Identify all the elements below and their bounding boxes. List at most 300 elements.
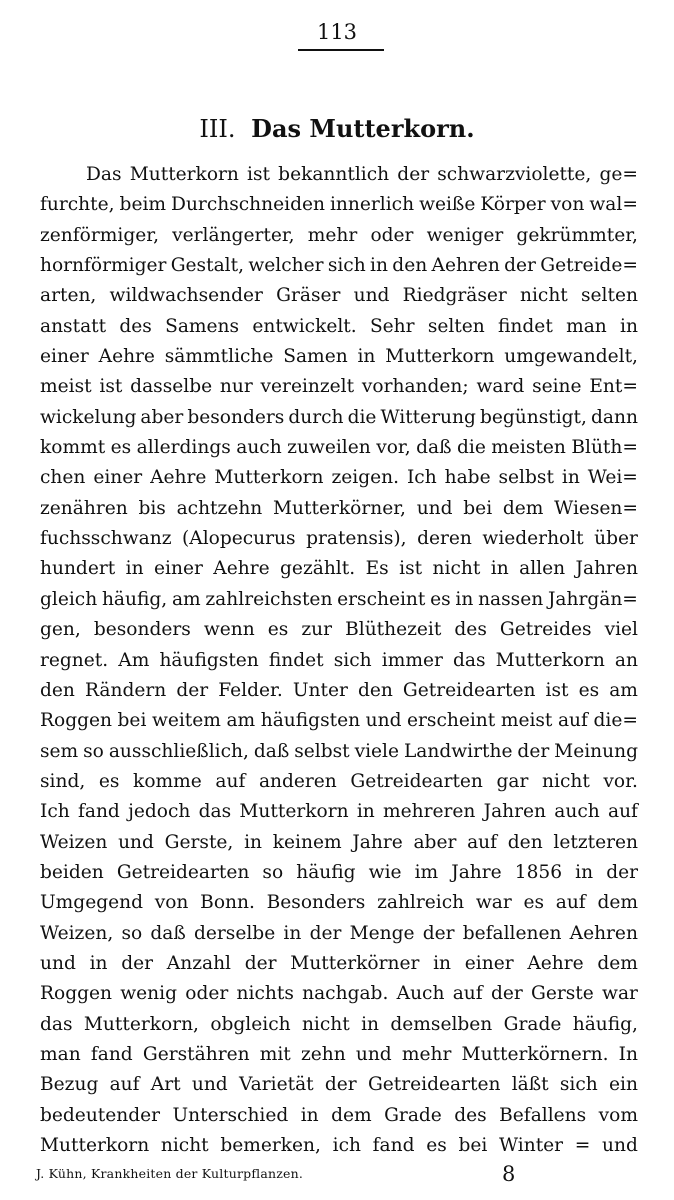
word: Mutterkörnern. [461, 1043, 609, 1065]
word: verlängerter, [172, 224, 295, 246]
word: es [578, 679, 600, 701]
word: so [121, 922, 143, 944]
word: zahlreich [377, 892, 465, 914]
word: Aehren [431, 255, 500, 277]
word: sich [559, 1074, 598, 1096]
text-line [40, 979, 638, 1009]
word: 1856 [514, 861, 563, 883]
word: das [198, 801, 232, 823]
word: nicht [301, 1013, 350, 1035]
word: nachgab. [302, 983, 389, 1005]
word: den [392, 255, 428, 277]
word: dasselbe [130, 376, 213, 398]
word: Aehre [98, 346, 155, 368]
word: bei [458, 1135, 488, 1156]
word: am [609, 679, 638, 701]
word: die [456, 437, 486, 459]
word: daß [416, 437, 452, 459]
word: war [602, 983, 638, 1005]
word: Jahren [483, 801, 547, 823]
word: Mutterkorn [214, 467, 324, 489]
word: nicht [160, 1135, 209, 1156]
word: in [575, 861, 594, 883]
word: Ich [406, 467, 437, 489]
word: wickelung [40, 406, 137, 428]
word: man [566, 315, 607, 337]
word: bemerken, [220, 1135, 321, 1156]
section-heading [0, 112, 674, 146]
word: Gräser [276, 285, 341, 307]
word: vorhanden; [361, 376, 469, 398]
word: oder [185, 983, 229, 1005]
word: auf [109, 1074, 140, 1096]
word: und [118, 831, 154, 853]
word: des [454, 619, 487, 641]
word: Getreide= [540, 255, 638, 277]
word: wenn [203, 619, 255, 641]
text-line [40, 737, 638, 767]
text-line [40, 342, 638, 372]
word: es [98, 770, 120, 792]
word: arten, [40, 285, 97, 307]
word: Mutterkorn [40, 1135, 150, 1156]
word: wiederholt [482, 528, 584, 550]
word: weniger [426, 224, 504, 246]
word: findet [498, 315, 553, 337]
word: daß [150, 922, 186, 944]
word: Aehre [150, 467, 207, 489]
word: komme [133, 770, 202, 792]
word: auf [452, 983, 483, 1005]
page-number: 113 [316, 20, 358, 44]
word: zeigen. [331, 467, 399, 489]
word: ein [609, 1074, 638, 1096]
word: Gerste, [164, 831, 234, 853]
word: zuweilen [287, 437, 371, 459]
word: Aehre [213, 558, 270, 580]
word: am [226, 710, 256, 732]
text-line [40, 312, 638, 342]
word: bei [463, 497, 493, 519]
word: Mutterkörner, [273, 497, 406, 519]
word: vor, [376, 437, 411, 459]
word: besonders [187, 406, 285, 428]
word: Am [118, 649, 150, 671]
word: der [324, 1074, 357, 1096]
word: in [244, 831, 263, 853]
word: hundert [40, 558, 116, 580]
word: ward [476, 376, 525, 398]
word: den [40, 679, 75, 701]
word: aber [140, 406, 184, 428]
word: befallenen [462, 922, 562, 944]
word: Getreidearten [350, 770, 483, 792]
word: = [574, 1135, 591, 1156]
word: gekrümmter, [516, 224, 638, 246]
text-line [40, 797, 638, 827]
word: Roggen [40, 983, 112, 1005]
word: selten [580, 285, 638, 307]
word: allerdings [136, 437, 231, 459]
text-line [40, 463, 638, 493]
section-numeral: III. [199, 115, 236, 143]
word: sich [333, 649, 372, 671]
word: begünstigt, [479, 406, 587, 428]
word: den [507, 831, 543, 853]
word: weitem [151, 710, 221, 732]
word: durch [288, 406, 344, 428]
word: ist [399, 558, 423, 580]
word: wie [368, 861, 402, 883]
text-line [40, 676, 638, 706]
word: Samen [283, 346, 348, 368]
word: ausschließlich, [108, 740, 249, 762]
word: der [490, 983, 523, 1005]
word: mit [259, 1043, 291, 1065]
word: des [454, 1104, 487, 1126]
text-line [40, 888, 638, 918]
word: gezählt. [280, 558, 356, 580]
word: der [244, 952, 277, 974]
word: Getreidearten [402, 679, 536, 701]
header-rule [298, 49, 384, 51]
word: in [356, 801, 375, 823]
word: von [550, 194, 585, 216]
word: fand [372, 1135, 415, 1156]
word: über [594, 528, 638, 550]
word: auf [557, 710, 588, 732]
word: nur [219, 376, 253, 398]
text-line [40, 251, 638, 281]
word: zur [301, 619, 333, 641]
word: auch [236, 437, 282, 459]
word: den [357, 679, 393, 701]
word: keinem [272, 831, 342, 853]
word: Witterung [380, 406, 476, 428]
word: Samens [165, 315, 240, 337]
word: immer [381, 649, 443, 671]
word: häufig, [572, 1013, 638, 1035]
word: in [89, 952, 108, 974]
word: das [452, 649, 486, 671]
word: jedoch [128, 801, 191, 823]
word: und [355, 1043, 392, 1065]
word: Varietät [238, 1074, 314, 1096]
word: Mutterkörner [290, 952, 420, 974]
word: fand [90, 1043, 133, 1065]
word: fand [77, 801, 120, 823]
text-line [40, 615, 638, 645]
word: zehn [300, 1043, 346, 1065]
word: weiße [419, 194, 476, 216]
word: ich [332, 1135, 361, 1156]
text-line [40, 1101, 638, 1131]
word: einer [93, 467, 143, 489]
text-line [40, 281, 638, 311]
word: in [620, 315, 638, 337]
word: es [523, 892, 545, 914]
word: nicht [432, 558, 481, 580]
text-line [40, 403, 638, 433]
word: pratensis), [306, 528, 407, 550]
word: dem [331, 1104, 372, 1126]
word: viel [604, 619, 638, 641]
word: nassen [478, 588, 544, 610]
word: Wiesen= [554, 497, 638, 519]
word: so [262, 861, 284, 883]
word: häufigsten [260, 710, 361, 732]
word: war [475, 892, 512, 914]
word: innerlich [329, 194, 415, 216]
word: häufig, [101, 588, 168, 610]
word: nicht [520, 285, 568, 307]
word: nichts [236, 983, 294, 1005]
text-line [40, 919, 638, 949]
word: sich [327, 255, 366, 277]
text-line [40, 494, 638, 524]
text-line [40, 706, 638, 736]
word: allen [519, 558, 566, 580]
word: und [416, 497, 453, 519]
word: wildwachsender [109, 285, 263, 307]
word: bis [138, 497, 166, 519]
word: ist [99, 376, 123, 398]
word: habe [444, 467, 491, 489]
word: an [614, 649, 638, 671]
word: Jahrgän= [547, 588, 638, 610]
word: Besonders [266, 892, 366, 914]
word: ist [545, 679, 569, 701]
word: erscheint [337, 588, 426, 610]
text-line [40, 554, 638, 584]
word: das [40, 1013, 73, 1035]
word: der [422, 922, 455, 944]
word: der [504, 255, 536, 277]
word: Mutterkorn [495, 649, 605, 671]
word: einer [464, 952, 514, 974]
word: im [414, 861, 439, 883]
word: Blüth= [571, 437, 638, 459]
word: der [397, 164, 430, 185]
text-line [40, 221, 638, 251]
word: Körper [480, 194, 546, 216]
text-line [40, 646, 638, 676]
word: daß [253, 740, 290, 762]
word: Meinung [554, 740, 638, 762]
word: zenförmiger, [40, 224, 159, 246]
word: und [602, 1135, 638, 1156]
word: entwickelt. [252, 315, 357, 337]
word: Gerstähren [142, 1043, 250, 1065]
text-line [40, 949, 638, 979]
word: und [191, 1074, 228, 1096]
word: einer [154, 558, 203, 580]
word: selbst [294, 740, 350, 762]
word: man [40, 1043, 81, 1065]
text-line [40, 524, 638, 554]
word: Mutterkorn, [83, 1013, 199, 1035]
word: in [370, 255, 388, 277]
word: furchte, [40, 194, 115, 216]
word: meist [500, 710, 553, 732]
word: anstatt [40, 315, 107, 337]
word: mehr [307, 224, 358, 246]
word: Grade [503, 1013, 562, 1035]
word: Jahren [575, 558, 638, 580]
word: Jahre [451, 861, 502, 883]
word: Sehr [369, 315, 415, 337]
word: es [430, 588, 451, 610]
word: Anzahl [166, 952, 232, 974]
page-footer [36, 1160, 634, 1188]
word: bekanntlich [278, 164, 390, 185]
word: der [176, 679, 209, 701]
word: Grade [384, 1104, 442, 1126]
word: wal= [589, 194, 638, 216]
word: es [267, 619, 289, 641]
word: In [618, 1043, 638, 1065]
word: mehreren [383, 801, 476, 823]
word: achtzehn [176, 497, 263, 519]
section-title: Das Mutterkorn. [251, 114, 475, 143]
word: dem [597, 952, 638, 974]
word: auch [554, 801, 600, 823]
word: Bonn. [200, 892, 255, 914]
word: Rändern [84, 679, 167, 701]
word: Unterschied [172, 1104, 289, 1126]
word: und [365, 710, 402, 732]
word: in [433, 952, 452, 974]
word: oder [370, 224, 414, 246]
word: Wei= [587, 467, 638, 489]
word: aber [413, 831, 457, 853]
word: bedeutender [40, 1104, 161, 1126]
word: sem [40, 740, 79, 762]
word: es [426, 1135, 447, 1156]
word: dann [591, 406, 638, 428]
word: Riedgräser [402, 285, 507, 307]
text-line [40, 190, 638, 220]
word: in [300, 1104, 319, 1126]
word: die= [593, 710, 638, 732]
word: dem [597, 892, 638, 914]
word: anderen [258, 770, 337, 792]
word: so [83, 740, 104, 762]
word: obgleich [210, 1013, 291, 1035]
word: findet [268, 649, 324, 671]
word: gen, [40, 619, 81, 641]
word: Befallens [499, 1104, 587, 1126]
word: der [121, 952, 154, 974]
word: Gestalt, [170, 255, 244, 277]
word: auf [555, 892, 586, 914]
word: dem [502, 497, 544, 519]
word: bei [117, 710, 147, 732]
word: Mutterkorn [385, 346, 495, 368]
word: Art [150, 1074, 181, 1096]
word: beim [119, 194, 167, 216]
word: fuchsschwanz [40, 528, 172, 550]
word: Felder. [218, 679, 283, 701]
word: seine [532, 376, 582, 398]
word: letzteren [553, 831, 638, 853]
word: Mutterkorn [239, 801, 349, 823]
text-line [40, 828, 638, 858]
word: Winter [499, 1135, 564, 1156]
word: selbst [498, 467, 554, 489]
word: umgewandelt, [504, 346, 638, 368]
word: zahlreichsten [205, 588, 333, 610]
word: sämmtliche [164, 346, 274, 368]
word: Das [86, 164, 122, 185]
word: in [283, 922, 302, 944]
word: Jahre [352, 831, 403, 853]
word: demselben [390, 1013, 493, 1035]
word: Aehre [527, 952, 584, 974]
word: der [309, 922, 342, 944]
text-line [40, 372, 638, 402]
word: schwarzviolette, [437, 164, 592, 185]
word: erscheint [407, 710, 496, 732]
word: in [357, 346, 376, 368]
word: kommt [40, 437, 106, 459]
word: Mutterkorn [129, 164, 239, 185]
word: Umgegend [40, 892, 143, 914]
word: Bezug [40, 1074, 99, 1096]
word: Getreidearten [116, 861, 250, 883]
word: von [154, 892, 189, 914]
text-line [40, 1070, 638, 1100]
word: Getreides [499, 619, 592, 641]
word: Aehren [569, 922, 638, 944]
word: Blüthezeit [345, 619, 442, 641]
text-line [40, 1010, 638, 1040]
word: auf [467, 831, 498, 853]
text-line [40, 585, 638, 615]
word: einer [40, 346, 89, 368]
word: auf [607, 801, 638, 823]
word: Landwirthe [403, 740, 513, 762]
word: Menge [349, 922, 415, 944]
word: Ent= [589, 376, 638, 398]
word: vereinzelt [260, 376, 355, 398]
word: hornförmiger [40, 255, 167, 277]
word: welcher [248, 255, 324, 277]
word: sind, [40, 770, 86, 792]
word: selten [427, 315, 485, 337]
word: wenig [120, 983, 177, 1005]
word: viele [354, 740, 399, 762]
word: in [455, 588, 474, 610]
text-line [40, 1131, 638, 1161]
word: Roggen [40, 710, 112, 732]
word: regnet. [40, 649, 109, 671]
word: vom [598, 1104, 638, 1126]
word: in [125, 558, 144, 580]
text-line [40, 767, 638, 797]
word: meisten [491, 437, 566, 459]
word: Weizen, [40, 922, 114, 944]
word: Gerste [531, 983, 594, 1005]
word: Weizen [40, 831, 108, 853]
word: die [347, 406, 377, 428]
word: chen [40, 467, 86, 489]
word: gleich [40, 588, 98, 610]
word: derselbe [194, 922, 276, 944]
word: ge= [599, 164, 638, 185]
word: und [40, 952, 76, 974]
word: am [171, 588, 201, 610]
